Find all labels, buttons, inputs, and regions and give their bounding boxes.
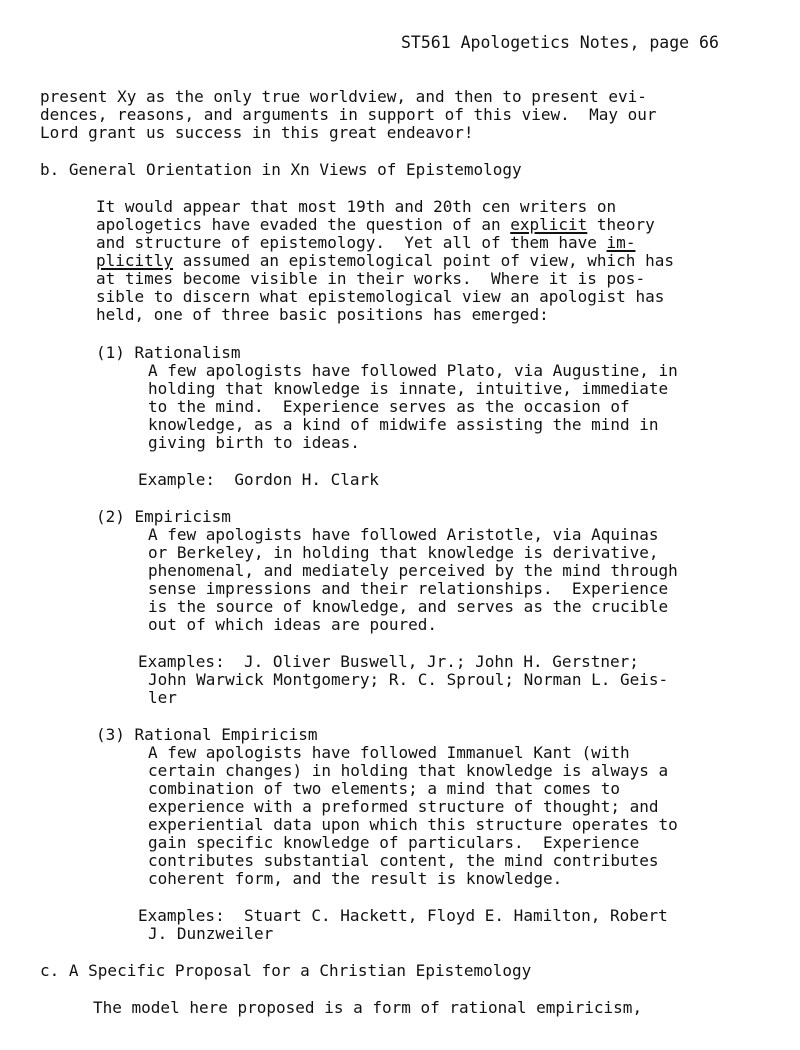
position-text-line: combination of two elements; a mind that comes to	[148, 779, 621, 798]
position-text-line: coherent form, and the result is knowledge.	[148, 869, 563, 888]
position-text-line: knowledge, as a kind of midwife assisting the mind in	[148, 415, 659, 434]
position-examples-line: Examples: J. Oliver Buswell, Jr.; John H. Gerstner;	[138, 652, 639, 671]
position-text-line: experience with a preformed structure of thought; and	[148, 797, 659, 816]
position-text-line: phenomenal, and mediately perceived by the mind through	[148, 561, 678, 580]
position-text-line: or Berkeley, in holding that knowledge is derivative,	[148, 543, 659, 562]
section-b-paragraph-line: at times become visible in their works. Where it is pos-	[96, 269, 646, 288]
position-examples-line: John Warwick Montgomery; R. C. Sproul; Norman L. Geis-	[148, 670, 669, 689]
position-text-line: A few apologists have followed Aristotle, via Aquinas	[148, 525, 659, 544]
position-text-line: certain changes) in holding that knowledge is always a	[148, 761, 669, 780]
position-text-line: holding that knowledge is innate, intuitive, immediate	[148, 379, 669, 398]
position-text-line: sense impressions and their relationships. Experience	[148, 579, 669, 598]
intro-line: Lord grant us success in this great endeavor!	[40, 123, 474, 142]
position-text-line: is the source of knowledge, and serves as the crucible	[148, 597, 669, 616]
position-examples-line: J. Dunzweiler	[148, 924, 274, 943]
section-b-paragraph-line: and structure of epistemology. Yet all of them have im-	[96, 233, 636, 252]
position-text-line: out of which ideas are poured.	[148, 615, 437, 634]
position-examples-line: Examples: Stuart C. Hackett, Floyd E. Hamilton, Robert	[138, 906, 668, 925]
intro-line: present Xy as the only true worldview, and then to present evi-	[40, 87, 647, 106]
section-b-paragraph-line: sible to discern what epistemological view an apologist has	[96, 287, 665, 306]
section-b-paragraph-line: apologetics have evaded the question of an explicit theory	[96, 215, 655, 234]
position-examples-line: Example: Gordon H. Clark	[138, 470, 379, 489]
section-c-line: The model here proposed is a form of rational empiricism,	[93, 998, 643, 1017]
section-b-paragraph-line: plicitly assumed an epistemological point of view, which has	[96, 251, 674, 270]
position-text-line: to the mind. Experience serves as the occasion of	[148, 397, 630, 416]
emphasis-implicitly-part2: plicitly	[96, 251, 174, 270]
position-title-rational-empiricism: (3) Rational Empiricism	[96, 725, 318, 744]
emphasis-explicit: explicit	[510, 215, 588, 234]
position-title-empiricism: (2) Empiricism	[96, 507, 231, 526]
position-text-line: A few apologists have followed Plato, via Augustine, in	[148, 361, 678, 380]
emphasis-implicitly-part1: im-	[606, 233, 636, 252]
position-text-line: contributes substantial content, the mind contributes	[148, 851, 659, 870]
intro-line: dences, reasons, and arguments in support of this view. May our	[40, 105, 657, 124]
section-b-heading: b. General Orientation in Xn Views of Epistemology	[40, 160, 522, 179]
position-text-line: A few apologists have followed Immanuel Kant (with	[148, 743, 630, 762]
position-text-line: giving birth to ideas.	[148, 433, 360, 452]
page-header: ST561 Apologetics Notes, page 66	[401, 33, 719, 52]
section-b-paragraph-line: It would appear that most 19th and 20th cen writers on	[96, 197, 617, 216]
section-c-heading: c. A Specific Proposal for a Christian Epistemology	[40, 961, 532, 980]
section-b-paragraph-line: held, one of three basic positions has emerged:	[96, 305, 549, 324]
position-title-rationalism: (1) Rationalism	[96, 343, 241, 362]
position-examples-line: ler	[148, 688, 177, 707]
position-text-line: gain specific knowledge of particulars. Experience	[148, 833, 640, 852]
position-text-line: experiential data upon which this structure operates to	[148, 815, 678, 834]
